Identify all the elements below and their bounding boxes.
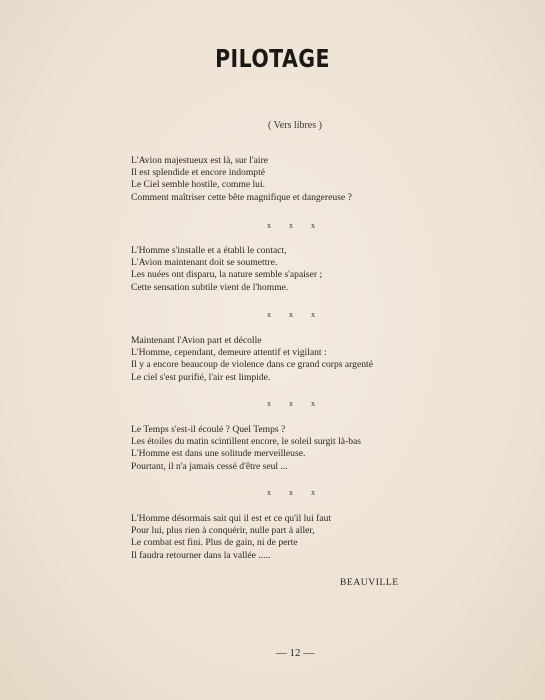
verse-line: L'Avion maintenant doit se soumettre.: [131, 257, 278, 269]
verse-line: Comment maîtriser cette bête magnifique et dangereuse ?: [131, 191, 352, 203]
verse-line: Le ciel s'est purifié, l'air est limpide.: [131, 371, 271, 383]
stanza-3: [131, 335, 421, 384]
verse-line: Les étoiles du matin scintillent encore, le soleil surgit là-bas: [131, 436, 362, 448]
stanza-separator: x x x: [267, 310, 323, 319]
stanza-separator: x x x: [267, 488, 323, 497]
verse-line: Il faudra retourner dans la vallée .....: [131, 549, 271, 561]
poem-subtitle: ( Vers libres ): [268, 120, 322, 131]
stanza-4: [131, 424, 421, 473]
verse-line: L'Homme est dans une solitude merveilleuse.: [131, 448, 306, 460]
stanza-5: [131, 513, 421, 562]
verse-line: Cette sensation subtile vient de l'homme.: [131, 281, 289, 293]
stanza-separator: x x x: [267, 221, 323, 230]
poem-title: PILOTAGE: [215, 44, 330, 73]
verse-line: Maintenant l'Avion part et décolle: [131, 335, 262, 346]
stanza-separator: x x x: [267, 399, 323, 408]
verse-line: Pour lui, plus rien à conquérir, nulle part à aller,: [131, 525, 315, 537]
verse-line: L'Homme s'installe et a établi le contact,: [131, 245, 287, 256]
verse-line: Il est splendide et encore indompté: [131, 167, 266, 179]
stanza-1: [131, 155, 421, 204]
author-signature: BEAUVILLE: [340, 578, 399, 588]
verse-line: Le Ciel semble hostile, comme lui.: [131, 179, 266, 191]
verse-line: Les nuées ont disparu, la nature semble s'apaiser ;: [131, 269, 323, 281]
verse-line: Le Temps s'est-il écoulé ? Quel Temps ?: [131, 424, 286, 435]
verse-line: L'Avion majestueux est là, sur l'aire: [131, 155, 269, 166]
verse-line: Pourtant, il n'a jamais cessé d'être seul ...: [131, 460, 288, 472]
verse-line: L'Homme, cependant, demeure attentif et vigilant :: [131, 347, 327, 359]
verse-line: Il y a encore beaucoup de violence dans ce grand corps argenté: [131, 359, 373, 371]
page-number: — 12 —: [275, 647, 315, 659]
stanza-2: [131, 245, 421, 294]
verse-line: L'Homme désormais sait qui il est et ce qu'il lui faut: [131, 513, 332, 524]
verse-line: Le combat est fini. Plus de gain, ni de perte: [131, 537, 298, 549]
